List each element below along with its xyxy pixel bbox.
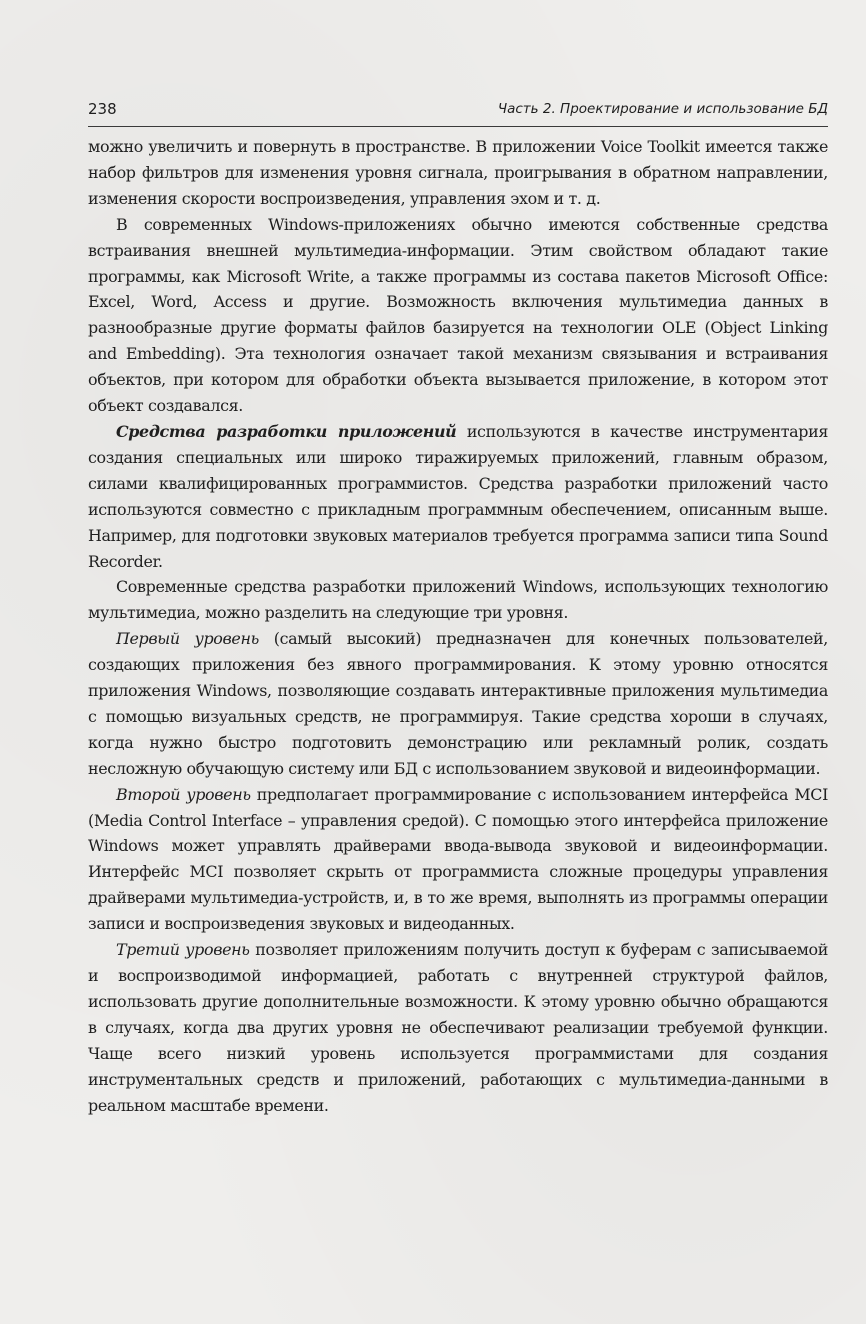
paragraph-continued: можно увеличить и повернуть в пространстве. В приложении Voice Toolkit имеется также набор фильтров для изменения уровня сигнала, проигрывания в обратном направлении, изменения скорости воспроизведения, управления эхом и т. д.: [88, 137, 828, 208]
paragraph-ole: В современных Windows-приложениях обычно имеются собственные средства встраивания внешней мультимедиа-информации. Этим свойством обладают такие программы, как Microsoft Write, а также программы из состава пакетов Microsoft Office: Excel, Word, Access и другие. Возможность включения мультимедиа данных в разнообразные другие форматы файлов базируется на технологии OLE (Object Linking and Embedding). Эта технология означает такой механизм связывания и встраивания объектов, при котором для обработки объекта вызывается приложение, в котором этот объект создавался.: [88, 214, 828, 416]
term-dev-tools: Средства разработки приложений: [116, 421, 457, 441]
paragraph-level-2: [88, 782, 828, 937]
paragraph-level-3: [88, 937, 828, 1118]
term-level-1: Первый уровень: [116, 629, 259, 649]
paragraph-dev-tools: [88, 419, 828, 574]
paragraph-level-3-text: позволяет приложениям получить доступ к буферам с записываемой и воспроизводимой информацией, работать с внутренней структурой файлов, использовать другие дополнительные возможности. К этому уровню обычно обращаются в случаях, когда два других уровня не обеспечивают реализации требуемой функции. Чаще всего низкий уровень используется программистами для создания инструментальных средств и приложений, работающих с мультимедиа-данными в реальном масштабе времени.: [88, 940, 828, 1115]
paragraph-level-1: [88, 626, 828, 781]
paragraph-dev-tools-text: используются в качестве инструментария создания специальных или широко тиражируемых приложений, главным образом, силами квалифицированных программистов. Средства разработки приложений часто используются совместно с прикладным программным обеспечением, описанным выше. Например, для подготовки звуковых материалов требуется программа записи типа Sound Recorder.: [88, 421, 828, 571]
page-header: [88, 98, 828, 127]
page-body: [88, 134, 828, 1118]
term-level-2: Второй уровень: [116, 784, 251, 804]
running-title: Часть 2. Проектирование и использование БД: [497, 101, 828, 117]
page-number: 238: [88, 100, 117, 118]
paragraph-level-2-text: предполагает программирование с использованием интерфейса MCI (Media Control Interface – управления средой). С помощью этого интерфейса приложение Windows может управлять драйверами ввода-вывода звуковой и видеоинформации. Интерфейс MCI позволяет скрыть от программиста сложные процедуры управления драйверами мультимедиа-устройств, и, в то же время, выполнять из программы операции записи и воспроизведения звуковых и видеоданных.: [88, 784, 828, 934]
paragraph-three-levels: Современные средства разработки приложений Windows, использующих технологию мультимедиа, можно разделить на следующие три уровня.: [88, 577, 828, 623]
paragraph-level-1-text: (самый высокий) предназначен для конечных пользователей, создающих приложения без явного программирования. К этому уровню относятся приложения Windows, позволяющие создавать интерактивные приложения мультимедиа с помощью визуальных средств, не программируя. Такие средства хороши в случаях, когда нужно быстро подготовить демонстрацию или рекламный ролик, создать несложную обучающую систему или БД с использованием звуковой и видеоинформации.: [88, 629, 828, 778]
term-level-3: Третий уровень: [116, 940, 250, 960]
